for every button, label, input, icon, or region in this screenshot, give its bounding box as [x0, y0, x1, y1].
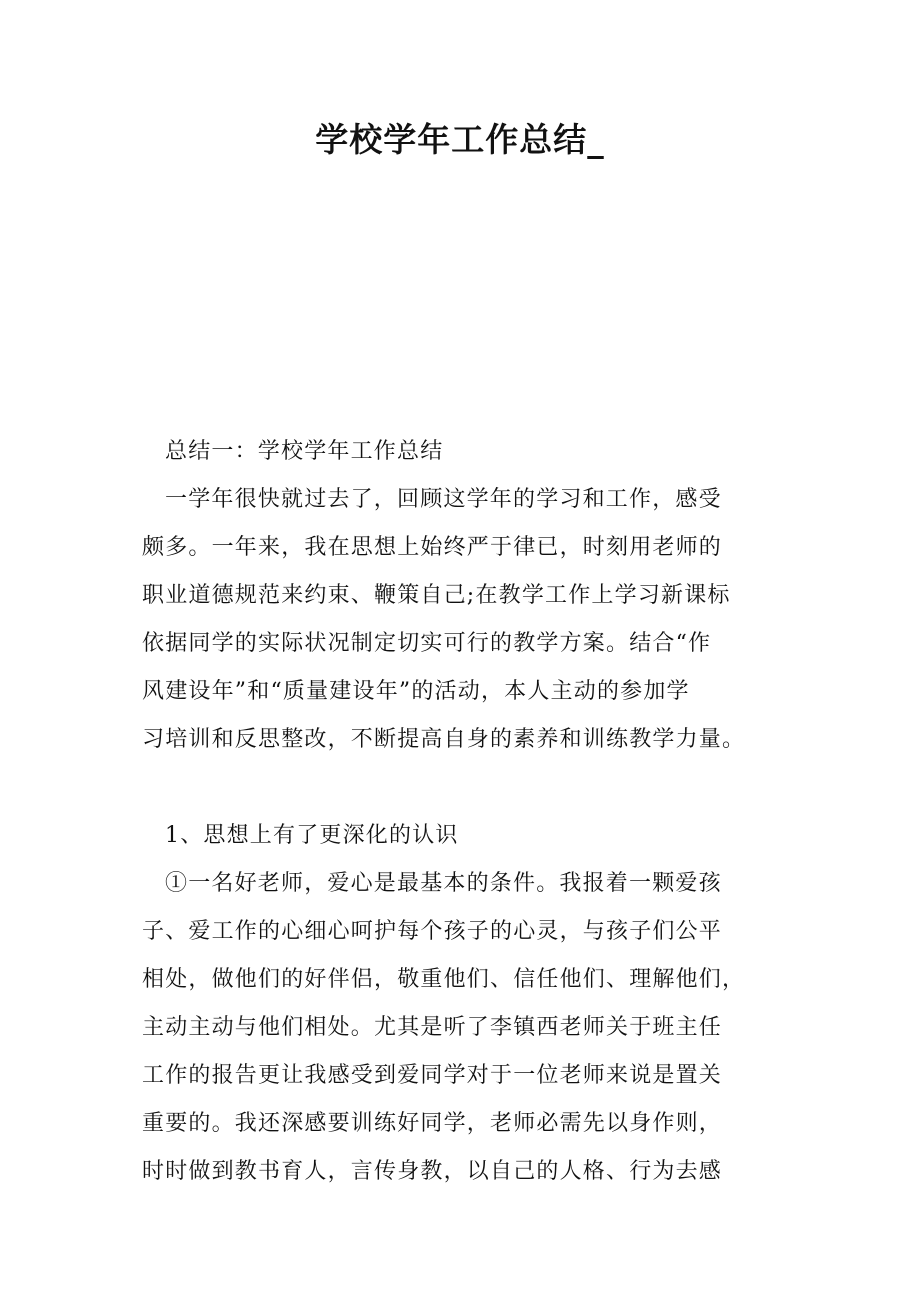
document-title: 学校学年工作总结_	[315, 120, 605, 159]
paragraph-line: 一学年很快就过去了，回顾这学年的学习和工作，感受	[165, 487, 722, 512]
paragraph-line: ①一名好老师，爱心是最基本的条件。我报着一颗爱孩	[165, 871, 722, 896]
paragraph-line: 子、爱工作的心细心呵护每个孩子的心灵，与孩子们公平	[142, 919, 723, 944]
paragraph-line: 风建设年”和“质量建设年”的活动，本人主动的参加学	[142, 679, 690, 704]
subheading: 1、思想上有了更深化的认识	[165, 823, 459, 848]
paragraph-line: 时时做到教书育人，言传身教，以自己的人格、行为去感	[142, 1159, 723, 1184]
paragraph-line: 主动主动与他们相处。尤其是听了李镇西老师关于班主任	[142, 1015, 723, 1040]
paragraph-line: 相处，做他们的好伴侣，敬重他们、信任他们、理解他们，	[142, 967, 746, 992]
paragraph-line: 职业道德规范来约束、鞭策自己;在教学工作上学习新课标	[142, 583, 731, 608]
paragraph-line: 重要的。我还深感要训练好同学，老师必需先以身作则，	[142, 1111, 723, 1136]
paragraph-line: 依据同学的实际状况制定切实可行的教学方案。结合“作	[142, 631, 712, 656]
paragraph-line: 颇多。一年来，我在思想上始终严于律已，时刻用老师的	[142, 535, 723, 560]
section-heading: 总结一：学校学年工作总结	[165, 439, 444, 464]
paragraph-line: 习培训和反思整改，不断提高自身的素养和训练教学力量。	[142, 727, 746, 752]
paragraph-line: 工作的报告更让我感受到爱同学对于一位老师来说是置关	[142, 1063, 723, 1088]
